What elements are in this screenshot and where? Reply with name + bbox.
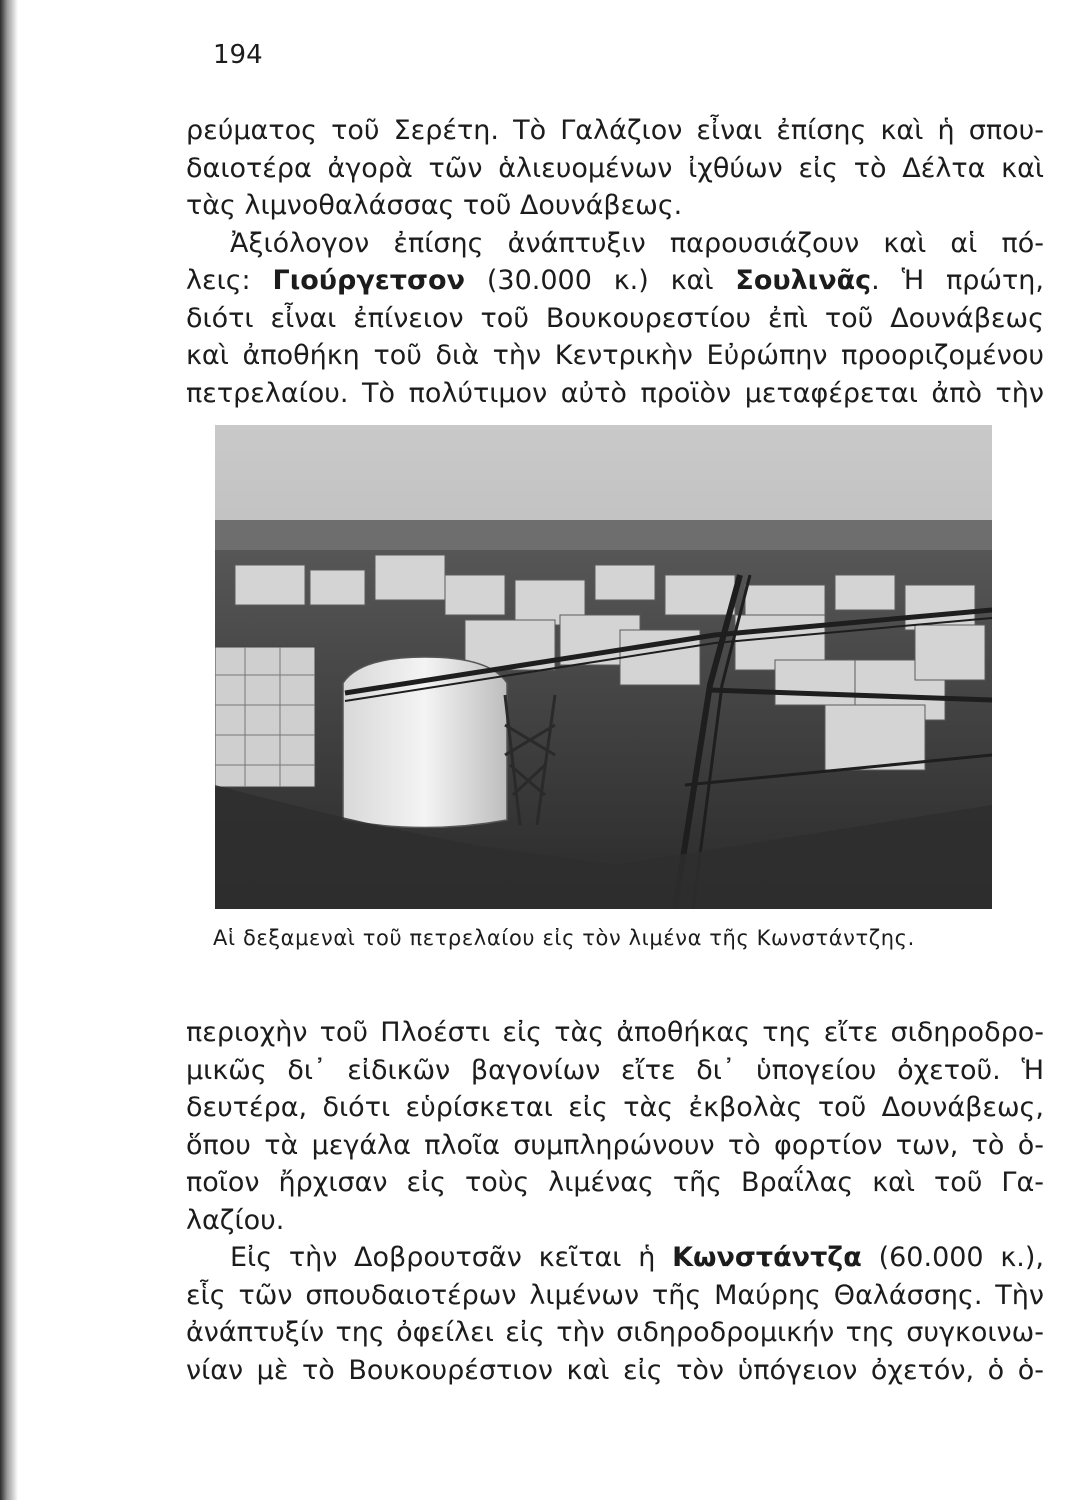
text-line: πετρελαίου. Τὸ πολύτιμον αὐτὸ προϊὸν μεταφέρεται ἀπὸ τὴν xyxy=(186,377,1044,409)
figure-caption: Αἱ δεξαμεναὶ τοῦ πετρελαίου εἰς τὸν λιμένα τῆς Κωνστάντζης. xyxy=(213,926,915,950)
text-line xyxy=(186,1239,1044,1277)
text-line: ὅπου τὰ μεγάλα πλοῖα συμπληρώνουν τὸ φορτίον των, τὸ ὁ- xyxy=(186,1129,1044,1161)
oil-tanks-photo-graphic xyxy=(215,425,992,909)
text-line: ποῖον ἤρχισαν εἰς τοὺς λιμένας τῆς Βραΐλας καὶ τοῦ Γα- xyxy=(186,1167,1044,1198)
text-fragment: λεις: xyxy=(186,265,273,296)
horizon-band xyxy=(215,520,992,550)
text-line: δευτέρα, διότι εὑρίσκεται εἰς τὰς ἐκβολὰς τοῦ Δουνάβεως, xyxy=(186,1092,1044,1123)
text-line: λαζίου. xyxy=(186,1204,285,1236)
text-fragment: (30.000 κ.) καὶ xyxy=(465,265,736,296)
bottom-text-block xyxy=(186,1014,1044,1389)
text-fragment: Εἰς τὴν Δοβρουτσᾶν κεῖται ἡ xyxy=(230,1242,673,1273)
text-line: μικῶς δι᾿ εἰδικῶν βαγονίων εἴτε δι᾿ ὑπογείου ὀχετοῦ. Ἡ xyxy=(186,1054,1044,1086)
text-line xyxy=(186,262,1044,300)
text-line: διότι εἶναι ἐπίνειον τοῦ Βουκουρεστίου ἐπὶ τοῦ Δουνάβεως xyxy=(186,302,1044,334)
text-line: ἀνάπτυξίν της ὀφείλει εἰς τὴν σιδηροδρομικήν της συγκοινω- xyxy=(186,1317,1044,1348)
text-line: περιοχὴν τοῦ Πλοέστι εἰς τὰς ἀποθήκας της εἴτε σιδηροδρο- xyxy=(186,1017,1044,1048)
text-line: τὰς λιμνοθαλάσσας τοῦ Δουνάβεως. xyxy=(186,190,683,221)
city-name-bold: Κωνστάντζα xyxy=(672,1242,862,1273)
text-line: ρεύματος τοῦ Σερέτη. Τὸ Γαλάζιον εἶναι ἐπίσης καὶ ἡ σπου- xyxy=(186,115,1044,146)
text-line: εἷς τῶν σπουδαιοτέρων λιμένων τῆς Μαύρης Θαλάσσης. Τὴν xyxy=(186,1279,1044,1311)
text-fragment: (60.000 κ.), xyxy=(861,1242,1044,1273)
top-text-block xyxy=(186,112,1044,412)
text-line: Ἀξιόλογον ἐπίσης ἀνάπτυξιν παρουσιάζουν καὶ αἱ πό- xyxy=(230,227,1044,259)
oil-tanks-photo xyxy=(215,425,992,909)
text-fragment: . Ἡ πρώτη, xyxy=(871,265,1044,296)
page-binding-shadow xyxy=(0,0,18,1500)
left-tank xyxy=(215,647,315,787)
text-line: καὶ ἀποθήκη τοῦ διὰ τὴν Κεντρικὴν Εὐρώπην προοριζομένου xyxy=(186,340,1044,371)
page-number: 194 xyxy=(213,40,263,70)
text-line: δαιοτέρα ἀγορὰ τῶν ἁλιευομένων ἰχθύων εἰς τὸ Δέλτα καὶ xyxy=(186,152,1044,184)
city-name-bold: Σουλινᾶς xyxy=(735,265,872,296)
city-name-bold: Γιούργετσον xyxy=(272,265,465,296)
text-line: νίαν μὲ τὸ Βουκουρέστιον καὶ εἰς τὸν ὑπόγειον ὀχετόν, ὁ ὁ- xyxy=(186,1354,1044,1386)
